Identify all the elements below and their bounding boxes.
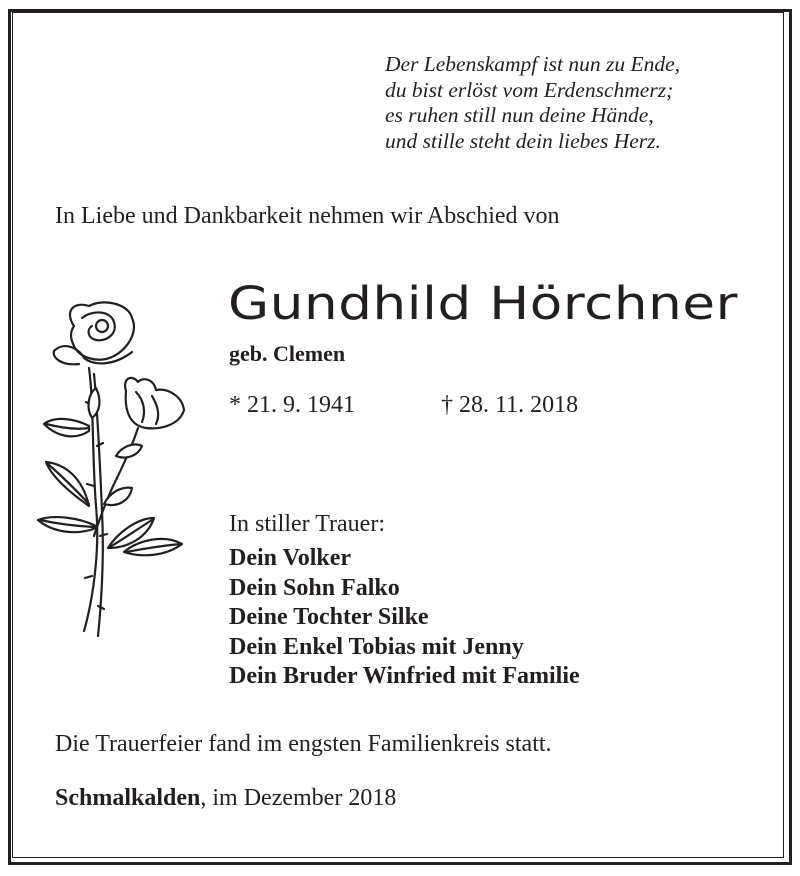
mourners-list: [229, 544, 580, 692]
place-date: [55, 785, 396, 812]
death-date: † 28. 11. 2018: [441, 392, 579, 418]
poem: [385, 52, 680, 154]
mourner: Dein Sohn Falko: [229, 574, 400, 601]
poem-line: und stille steht dein liebes Herz.: [385, 128, 661, 153]
mourning-title: In stiller Trauer:: [229, 511, 385, 537]
intro-text: In Liebe und Dankbarkeit nehmen wir Abschied von: [55, 203, 560, 229]
birth-date: * 21. 9. 1941: [229, 392, 355, 418]
town: Schmalkalden: [55, 785, 201, 811]
poem-line: Der Lebenskampf ist nun zu Ende,: [385, 52, 680, 76]
date-text: , im Dezember 2018: [200, 785, 397, 811]
poem-line: du bist erlöst vom Erdenschmerz;: [385, 77, 674, 102]
poem-line: es ruhen still nun deine Hände,: [385, 103, 654, 127]
birth-name: geb. Clemen: [229, 341, 346, 366]
funeral-note: Die Trauerfeier fand im engsten Familienkreis statt.: [55, 731, 552, 757]
rose-icon: [34, 296, 194, 646]
mourner: Deine Tochter Silke: [229, 604, 429, 630]
mourner: Dein Volker: [229, 545, 352, 571]
mourner: Dein Bruder Winfried mit Familie: [229, 663, 580, 689]
mourner: Dein Enkel Tobias mit Jenny: [229, 633, 524, 660]
deceased-name: Gundhild Hörchner: [228, 277, 739, 330]
